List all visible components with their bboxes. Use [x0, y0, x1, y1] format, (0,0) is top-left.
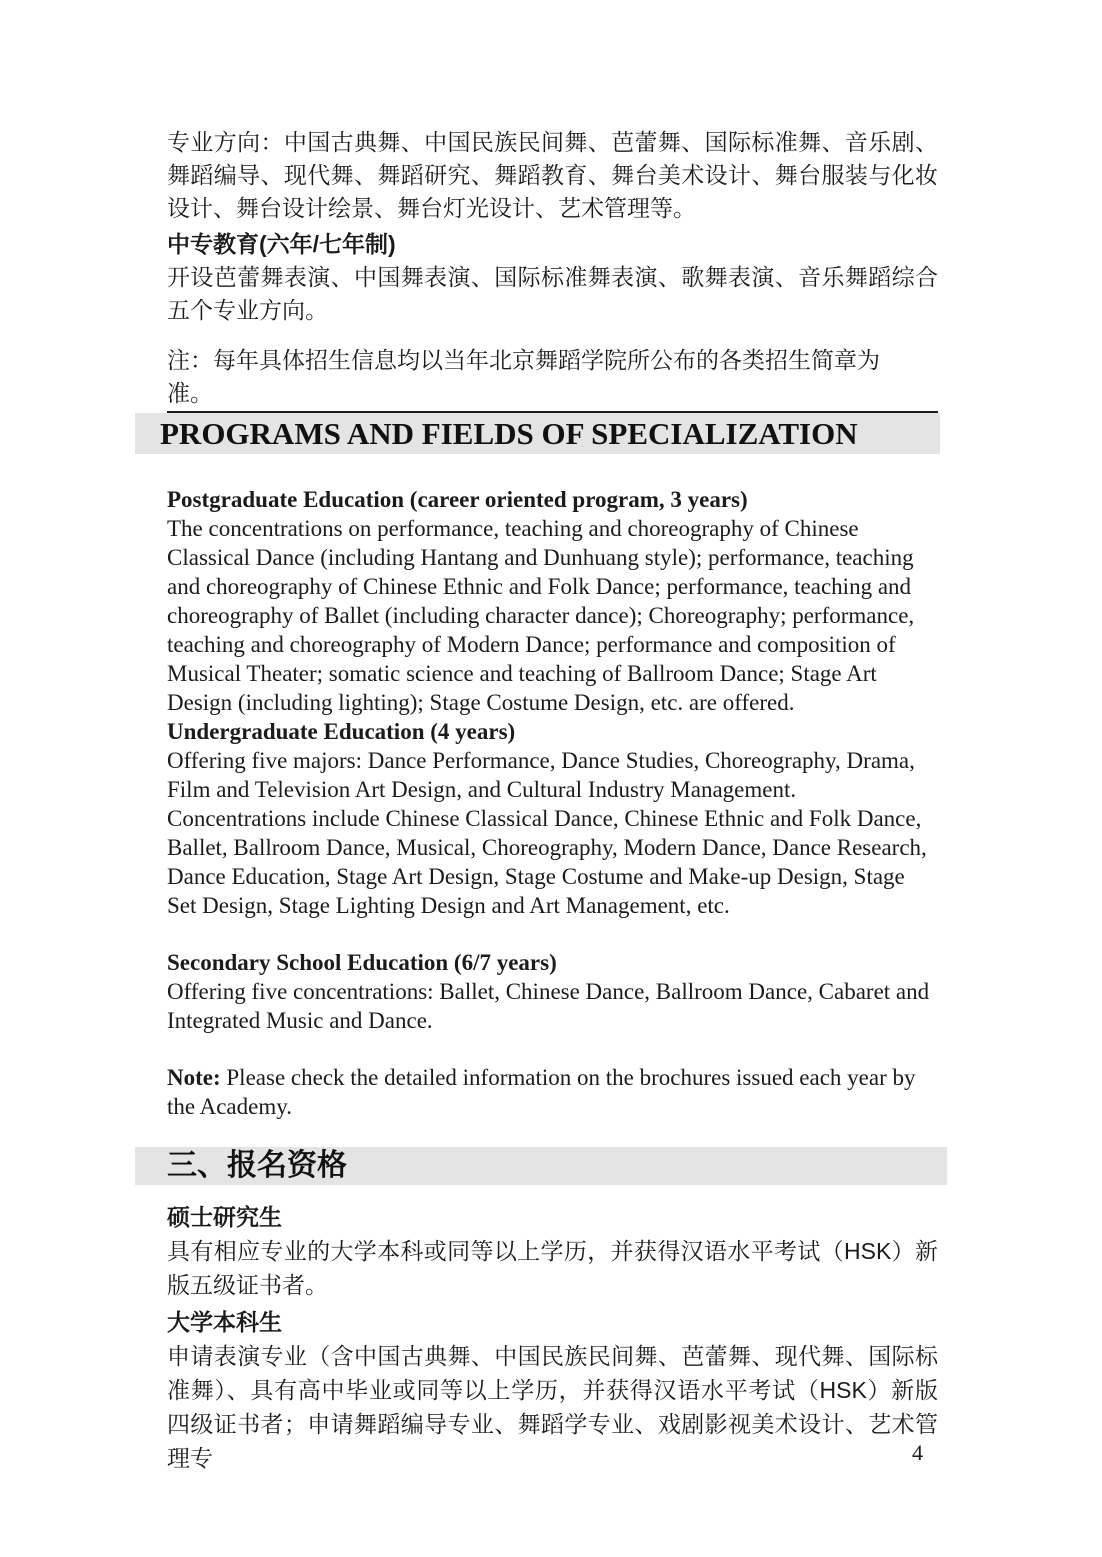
admissions-note-zh	[167, 344, 938, 413]
programs-section-header-bar	[135, 413, 940, 454]
admissions-note-underlined-text: 注：每年具体招生信息均以当年北京舞蹈学院所公布的各类招生简章为准。	[167, 344, 938, 413]
master-candidates-body-zh: 具有相应专业的大学本科或同等以上学历，并获得汉语水平考试（HSK）新版五级证书者。	[167, 1238, 938, 1298]
note-paragraph-en	[167, 1063, 938, 1121]
programs-section-title: PROGRAMS AND FIELDS OF SPECIALIZATION	[160, 416, 858, 451]
undergraduate-heading-en: Undergraduate Education (4 years)	[167, 719, 516, 744]
page-number: 4	[912, 1440, 923, 1465]
postgraduate-heading-en: Postgraduate Education (career oriented program, 3 years)	[167, 487, 748, 512]
eligibility-section-header-bar	[135, 1147, 947, 1185]
majors-paragraph-zh: 专业方向：中国古典舞、中国民族民间舞、芭蕾舞、国际标准舞、音乐剧、舞蹈编导、现代舞、舞蹈研究、舞蹈教育、舞台美术设计、舞台服装与化妆设计、舞台设计绘景、舞台灯光设计、艺术管理等。	[167, 129, 938, 221]
note-body-en: Please check the detailed information on the brochures issued each year by the Academy.	[167, 1065, 916, 1119]
secondary-education-heading-zh: 中专教育(六年/七年制)	[167, 231, 396, 257]
secondary-education-paragraph-zh: 开设芭蕾舞表演、中国舞表演、国际标准舞表演、歌舞表演、音乐舞蹈综合五个专业方向。	[167, 264, 938, 323]
bachelor-candidates-heading-zh: 大学本科生	[167, 1309, 282, 1335]
note-label-en: Note:	[167, 1065, 221, 1090]
page-content	[160, 126, 938, 1475]
undergraduate-concentrations-body-en: Concentrations include Chinese Classical Dance, Chinese Ethnic and Folk Dance, Ballet, Ballroom Dance, Musical, Choreography, Modern Dance, Dance Research, Dance Education, Stage Art Design, Stage Costume and Make-up Design, Stage Set Design, Stage Lighting Design and Art Management, etc.	[167, 806, 927, 918]
bachelor-candidates-body-zh: 申请表演专业（含中国古典舞、中国民族民间舞、芭蕾舞、现代舞、国际标准舞）、具有高中毕业或同等以上学历，并获得汉语水平考试（HSK）新版四级证书者；申请舞蹈编导专业、舞蹈学专业、戏剧影视美术设计、艺术管理专	[167, 1343, 938, 1471]
secondary-school-body-en: Offering five concentrations: Ballet, Chinese Dance, Ballroom Dance, Cabaret and Integrated Music and Dance.	[167, 979, 930, 1033]
undergraduate-majors-body-en: Offering five majors: Dance Performance, Dance Studies, Choreography, Drama, Film and Television Art Design, and Cultural Industry Management.	[167, 748, 915, 802]
master-candidates-heading-zh: 硕士研究生	[167, 1204, 282, 1230]
postgraduate-body-en: The concentrations on performance, teaching and choreography of Chinese Classical Dance (including Hantang and Dunhuang style); performance, teaching and choreography of Chinese Ethnic and Folk Dance; performance, teaching and choreography of Ballet (including character dance); Choreography; performance, teaching and choreography of Modern Dance; performance and composition of Musical Theater; somatic science and teaching of Ballroom Dance; Stage Art Design (including lighting); Stage Costume Design, etc. are offered.	[167, 516, 915, 715]
eligibility-section-title: 三、报名资格	[167, 1149, 347, 1182]
secondary-school-heading-en: Secondary School Education (6/7 years)	[167, 950, 557, 975]
